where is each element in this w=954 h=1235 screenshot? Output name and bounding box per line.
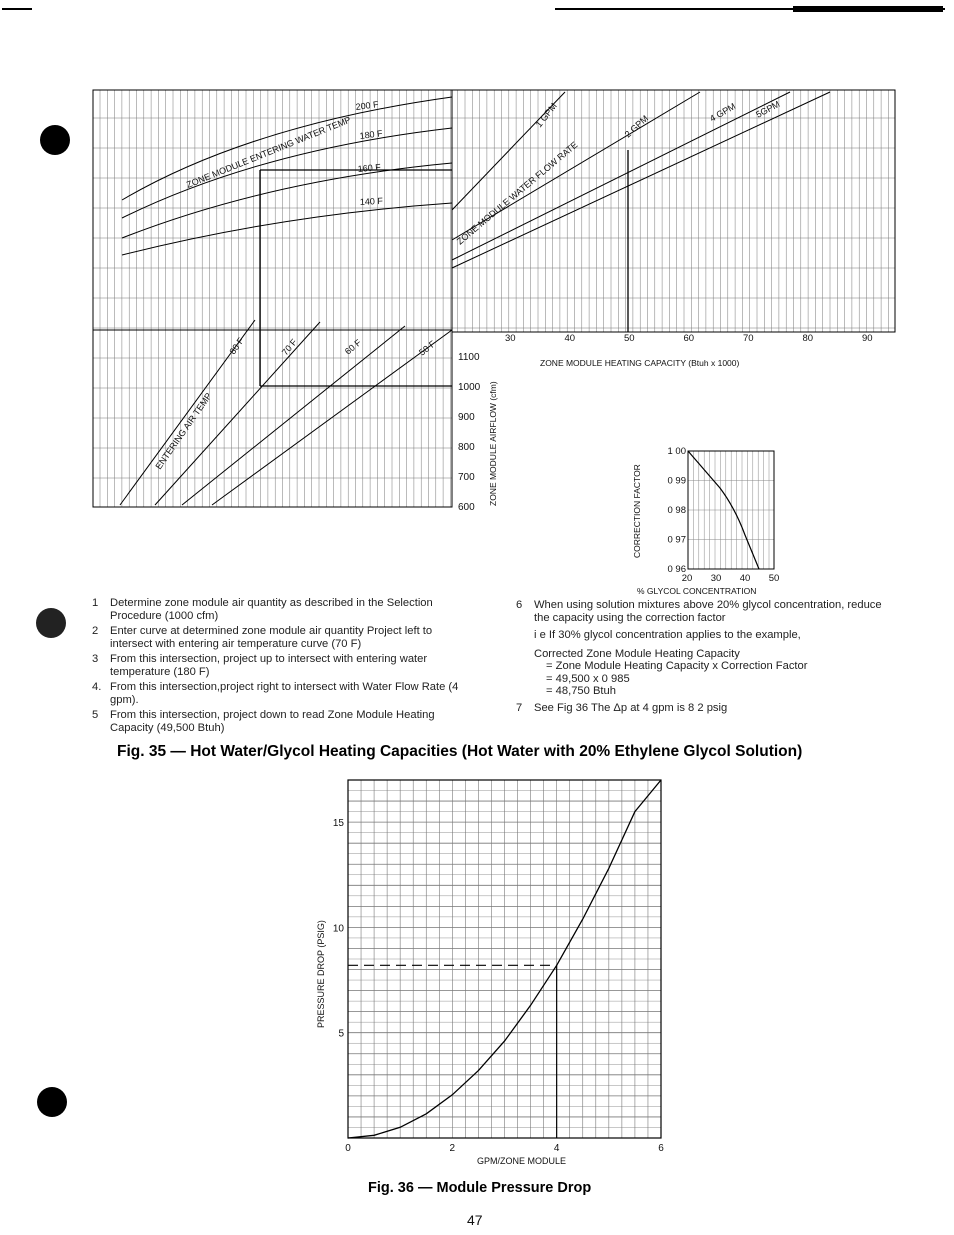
correction-xtick: 40 [739, 573, 751, 584]
airflow-tick-label: 700 [458, 472, 475, 483]
airflow-tick-label: 1100 [458, 352, 480, 363]
steps-left [92, 597, 466, 737]
flow-rate-label: ZONE MODULE WATER FLOW RATE [454, 139, 580, 247]
capacity-tick-label: 90 [862, 333, 873, 344]
correction-xtick: 30 [710, 573, 722, 584]
capacity-tick-label: 30 [505, 333, 516, 344]
air-temp-80: 80 F [227, 335, 246, 357]
air-temp-50: 50 F [417, 338, 438, 358]
water-temp-180: 180 F [359, 128, 384, 141]
step-5: 5 From this intersection, project down to read Zone Module Heating Capacity (49,500 Btuh) [92, 709, 435, 734]
step-2: 2 Enter curve at determined zone module air quantity Project left to intersect with entering air temperature curve (70 F) [92, 625, 433, 650]
capacity-axis-label: ZONE MODULE HEATING CAPACITY (Btuh x 1000) [540, 358, 740, 368]
page-number: 47 [467, 1212, 483, 1228]
airflow-tick-label: 800 [458, 442, 475, 453]
airflow-tick-label: 600 [458, 502, 475, 513]
fig36-xtick: 2 [449, 1143, 456, 1154]
calc-line-1: = Zone Module Heating Capacity x Correction Factor [546, 660, 808, 672]
air-temp-60: 60 F [342, 337, 364, 357]
corrected-title: Corrected Zone Module Heating Capacity [534, 647, 740, 660]
flow-5gpm: 5GPM [754, 98, 782, 120]
binder-hole-middle [36, 608, 66, 638]
correction-ytick: 0 98 [667, 505, 686, 516]
air-temp-70: 70 F [279, 337, 300, 358]
fig36-xlabel: GPM/ZONE MODULE [477, 1156, 567, 1166]
airflow-axis-label: ZONE MODULE AIRFLOW (cfm) [488, 381, 498, 506]
fig36-caption: Fig. 36 — Module Pressure Drop [368, 1180, 592, 1196]
capacity-tick-label: 70 [743, 333, 754, 344]
steps-right [516, 599, 896, 717]
calc-line-2: = 49,500 x 0 985 [546, 672, 630, 685]
capacity-tick-label: 80 [802, 333, 814, 344]
correction-ytick: 0 97 [667, 534, 686, 546]
flow-2gpm: 2 GPM [622, 113, 651, 140]
correction-xtick: 20 [681, 573, 693, 584]
water-temp-200: 200 F [355, 99, 380, 112]
step-7: 7 See Fig 36 The Δp at 4 gpm is 8 2 psig [516, 701, 728, 714]
calc-line-3: = 48,750 Btuh [546, 685, 616, 697]
step-1: 1 Determine zone module air quantity as described in the Selection Procedure (1000 cfm) [92, 597, 433, 622]
correction-ytick: 0 99 [667, 475, 686, 487]
correction-xlabel: % GLYCOL CONCENTRATION [637, 586, 757, 596]
correction-ytick: 0 96 [667, 564, 686, 575]
fig35-caption: Fig. 35 — Hot Water/Glycol Heating Capacities (Hot Water with 20% Ethylene Glycol Solution) [117, 743, 803, 760]
capacity-tick-label: 40 [564, 333, 576, 344]
fig36-xtick: 6 [658, 1143, 664, 1154]
water-temp-160: 160 F [357, 162, 382, 174]
fig36-ylabel: PRESSURE DROP (PSIG) [316, 920, 326, 1028]
correction-factor-chart [620, 440, 820, 600]
flow-1gpm: 1 GPM [533, 100, 559, 130]
fig36-ytick: 5 [338, 1028, 344, 1040]
capacity-tick-label: 60 [683, 333, 695, 344]
flow-4gpm: 4 GPM [708, 101, 738, 124]
correction-ylabel: CORRECTION FACTOR [632, 464, 642, 558]
airflow-tick-label: 1000 [458, 382, 481, 393]
fig36-xtick: 0 [345, 1143, 351, 1154]
fig36-ytick: 15 [332, 818, 344, 830]
correction-xtick: 50 [768, 573, 780, 584]
water-temp-label: ZONE MODULE ENTERING WATER TEMP [185, 114, 353, 190]
fig36-pressure-drop-chart [300, 770, 700, 1170]
correction-ytick: 1 00 [667, 446, 686, 457]
binder-hole-bottom [37, 1087, 67, 1117]
fig36-ytick: 10 [332, 923, 344, 935]
example-line: i e If 30% glycol concentration applies to the example, [534, 629, 801, 641]
air-temp-label: ENTERING AIR TEMP [153, 390, 214, 472]
step-6: 6 When using solution mixtures above 20% glycol concentration, reduce the capacity using the correction factor [516, 599, 882, 624]
water-temp-140: 140 F [359, 195, 384, 207]
capacity-tick-label: 50 [624, 333, 635, 344]
airflow-tick-label: 900 [458, 412, 475, 423]
step-4: 4. From this intersection,project right to intersect with Water Flow Rate (4 gpm). [92, 681, 459, 706]
step-3: 3 From this intersection, project up to intersect with entering water temperature (180 F) [92, 653, 428, 678]
fig36-xtick: 4 [553, 1143, 560, 1154]
